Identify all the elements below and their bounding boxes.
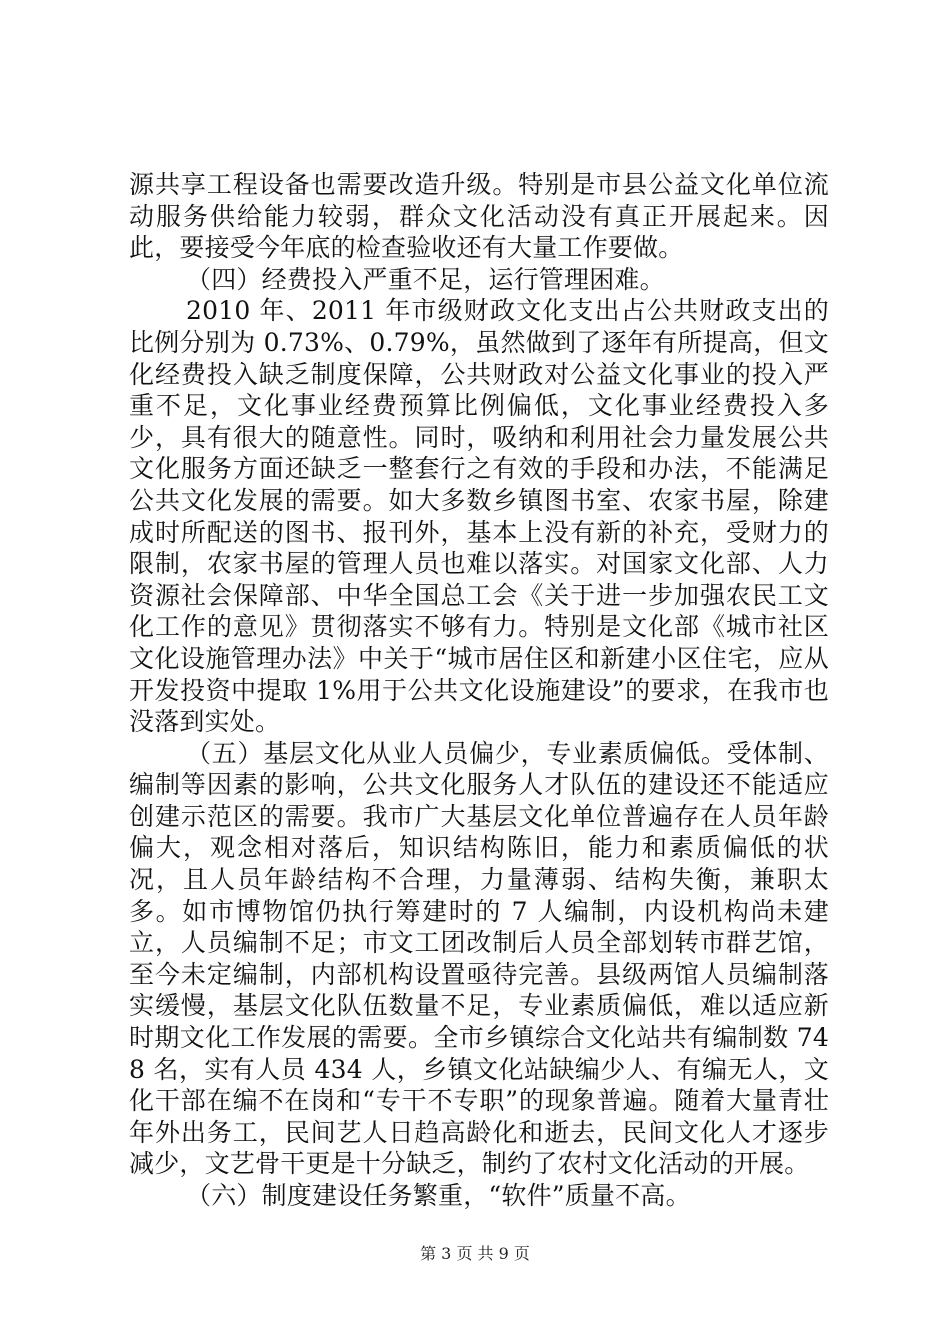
paragraph-continuation: 源共享工程设备也需要改造升级。特别是市县公益文化单位流动服务供给能力较弱，群众文化活动没有真正开展起来。因此，要接受今年底的检查验收还有大量工作要做。 [129,170,829,263]
paragraph-staffing: （五）基层文化从业人员偏少，专业素质偏低。受体制、编制等因素的影响，公共文化服务人才队伍的建设还不能适应创建示范区的需要。我市广大基层文化单位普遍存在人员年龄偏大，观念相对落后，知识结构陈旧，能力和素质偏低的状况，且人员年龄结构不合理，力量薄弱、结构失衡，兼职太多。如市博物馆仍执行筹建时的 7 人编制，内设机构尚未建立，人员编制不足；市文工团改制后人员全部划转市群艺馆，至今未定编制，内部机构设置亟待完善。县级两馆人员编制落实缓慢，基层文化队伍数量不足，专业素质偏低，难以适应新时期文化工作发展的需要。全市乡镇综合文化站共有编制数 748 名，实有人员 434 人，乡镇文化站缺编少人、有编无人，文化干部在编不在岗和“专干不专职”的现象普遍。随着大量青壮年外出务工，民间艺人日趋高龄化和逝去，民间文化人才逐步减少，文艺骨干更是十分缺乏，制约了农村文化活动的开展。 [129,738,829,1179]
document-body [129,169,829,1212]
paragraph-funding: 2010 年、2011 年市级财政文化支出占公共财政支出的比例分别为 0.73%、0.79%，虽然做到了逐年有所提高，但文化经费投入缺乏制度保障，公共财政对公益文化事业的投入严重不足，文化事业经费预算比例偏低，文化事业经费投入多少，具有很大的随意性。同时，吸纳和利用社会力量发展公共文化服务方面还缺乏一整套行之有效的手段和办法，不能满足公共文化发展的需要。如大多数乡镇图书室、农家书屋，除建成时所配送的图书、报刊外，基本上没有新的补充，受财力的限制，农家书屋的管理人员也难以落实。对国家文化部、人力资源社会保障部、中华全国总工会《关于进一步加强农民工文化工作的意见》贯彻落实不够有力。特别是文化部《城市社区文化设施管理办法》中关于“城市居住区和新建小区住宅，应从开发投资中提取 1%用于公共文化设施建设”的要求，在我市也没落到实处。 [129,296,829,737]
section-heading-four: （四）经费投入严重不足，运行管理困难。 [186,264,665,294]
section-heading-six: （六）制度建设任务繁重，“软件”质量不高。 [186,1181,691,1210]
page-footer: 第 3 页 共 9 页 [420,1244,530,1263]
